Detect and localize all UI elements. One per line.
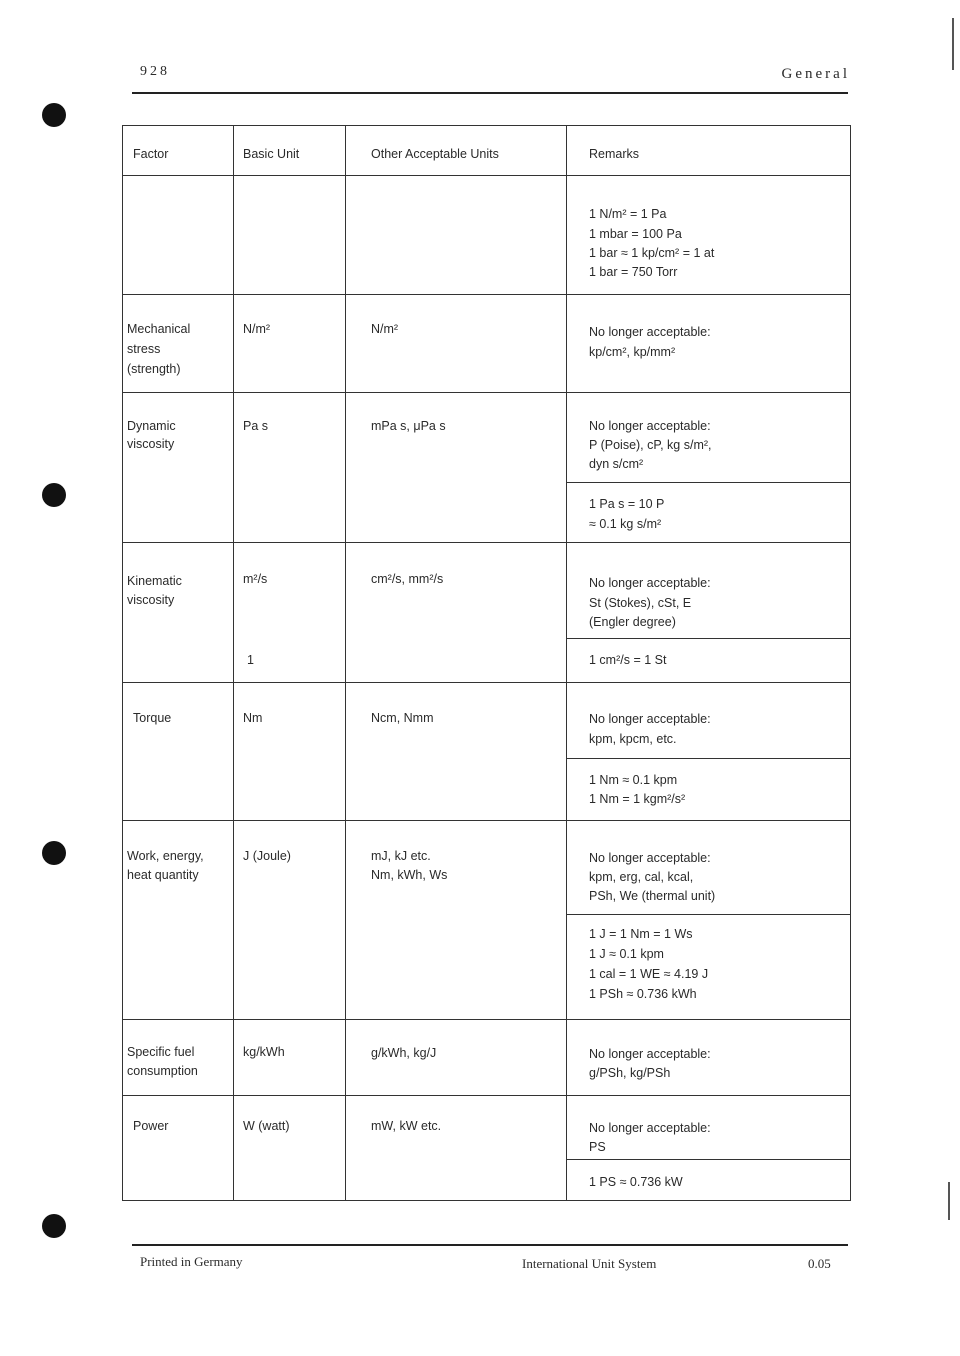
- basic-unit: N/m²: [243, 322, 271, 336]
- remarks-line: No longer acceptable:: [589, 1047, 711, 1061]
- remarks-divider: [566, 758, 850, 759]
- margin-mark: [948, 1182, 950, 1220]
- remarks-line: 1 PS ≈ 0.736 kW: [589, 1175, 683, 1189]
- remarks-line: 1 J = 1 Nm = 1 Ws: [589, 927, 693, 941]
- binder-hole: [42, 841, 66, 865]
- remarks-line: 1 bar ≈ 1 kp/cm² = 1 at: [589, 246, 715, 260]
- remarks-line: St (Stokes), cSt, E: [589, 596, 692, 610]
- factor-line: consumption: [127, 1064, 198, 1078]
- basic-unit: kg/kWh: [243, 1045, 285, 1059]
- remarks-line: 1 bar = 750 Torr: [589, 265, 678, 279]
- binder-hole: [42, 103, 66, 127]
- remarks-line: 1 PSh ≈ 0.736 kWh: [589, 987, 697, 1001]
- remarks-line: 1 mbar = 100 Pa: [589, 227, 682, 241]
- header-factor: Factor: [133, 147, 169, 161]
- row-divider: [123, 1095, 850, 1096]
- units-table: [122, 125, 851, 1201]
- section-title: General: [781, 66, 850, 82]
- factor-line: Work, energy,: [127, 849, 204, 863]
- factor-line: Mechanical: [127, 322, 191, 336]
- remarks-line: g/PSh, kg/PSh: [589, 1066, 671, 1080]
- basic-unit-note: 1: [247, 653, 254, 667]
- page-number: 928: [140, 64, 170, 79]
- basic-unit: W (watt): [243, 1119, 290, 1133]
- remarks-line: (Engler degree): [589, 615, 676, 629]
- footer-rule: [132, 1244, 848, 1246]
- row-divider: [123, 392, 850, 393]
- factor-line: heat quantity: [127, 868, 199, 882]
- remarks-line: No longer acceptable:: [589, 1121, 711, 1135]
- other-units: cm²/s, mm²/s: [371, 572, 444, 586]
- remarks-line: 1 J ≈ 0.1 kpm: [589, 947, 664, 961]
- remarks-line: No longer acceptable:: [589, 419, 711, 433]
- remarks-line: 1 Nm = 1 kgm²/s²: [589, 792, 686, 806]
- row-divider: [123, 542, 850, 543]
- remarks-line: PSh, We (thermal unit): [589, 889, 716, 903]
- row-divider: [123, 175, 850, 176]
- factor-line: stress: [127, 342, 161, 356]
- remarks-divider: [566, 914, 850, 915]
- remarks-line: 1 cal = 1 WE ≈ 4.19 J: [589, 967, 709, 981]
- basic-unit: J (Joule): [243, 849, 291, 863]
- other-units: mW, kW etc.: [371, 1119, 442, 1133]
- remarks-line: 1 cm²/s = 1 St: [589, 653, 667, 667]
- remarks-line: 1 Nm ≈ 0.1 kpm: [589, 773, 678, 787]
- binder-hole: [42, 483, 66, 507]
- factor-line: Dynamic: [127, 419, 176, 433]
- factor-line: (strength): [127, 362, 181, 376]
- other-units: mPa s, μPa s: [371, 419, 446, 433]
- remarks-line: No longer acceptable:: [589, 576, 711, 590]
- row-divider: [123, 1019, 850, 1020]
- remarks-divider: [566, 1159, 850, 1160]
- remarks-line: kpm, erg, cal, kcal,: [589, 870, 694, 884]
- printed-note: Printed in Germany: [140, 1254, 243, 1269]
- remarks-divider: [566, 638, 850, 639]
- remarks-line: ≈ 0.1 kg s/m²: [589, 517, 662, 531]
- basic-unit: m²/s: [243, 572, 268, 586]
- other-units: N/m²: [371, 322, 399, 336]
- remarks-line: No longer acceptable:: [589, 712, 711, 726]
- header-rule: [132, 92, 848, 94]
- header-remarks: Remarks: [589, 147, 640, 161]
- factor-line: viscosity: [127, 593, 175, 607]
- row-divider: [123, 294, 850, 295]
- remarks-line: P (Poise), cP, kg s/m²,: [589, 438, 712, 452]
- other-units: g/kWh, kg/J: [371, 1046, 437, 1060]
- remarks-line: kpm, kpcm, etc.: [589, 732, 677, 746]
- margin-mark: [952, 18, 954, 70]
- factor-line: Torque: [133, 711, 172, 725]
- other-units: Nm, kWh, Ws: [371, 868, 448, 882]
- column-divider: [233, 126, 234, 1200]
- remarks-line: dyn s/cm²: [589, 457, 644, 471]
- factor-line: Kinematic: [127, 574, 182, 588]
- basic-unit: Pa s: [243, 419, 269, 433]
- remarks-divider: [566, 482, 850, 483]
- remarks-line: No longer acceptable:: [589, 851, 711, 865]
- other-units: mJ, kJ etc.: [371, 849, 431, 863]
- row-divider: [123, 682, 850, 683]
- factor-line: Power: [133, 1119, 169, 1133]
- footer-title: International Unit System: [522, 1256, 657, 1271]
- column-divider: [566, 126, 567, 1200]
- column-divider: [345, 126, 346, 1200]
- remarks-line: 1 Pa s = 10 P: [589, 497, 665, 511]
- other-units: Ncm, Nmm: [371, 711, 434, 725]
- basic-unit: Nm: [243, 711, 263, 725]
- remarks-line: No longer acceptable:: [589, 325, 711, 339]
- remarks-line: kp/cm², kp/mm²: [589, 345, 676, 359]
- binder-hole: [42, 1214, 66, 1238]
- header-basic-unit: Basic Unit: [243, 147, 300, 161]
- factor-line: viscosity: [127, 437, 175, 451]
- row-divider: [123, 820, 850, 821]
- remarks-line: PS: [589, 1140, 606, 1154]
- factor-line: Specific fuel: [127, 1045, 195, 1059]
- page-code: 0.05: [808, 1256, 831, 1271]
- header-other-units: Other Acceptable Units: [371, 147, 499, 161]
- remarks-line: 1 N/m² = 1 Pa: [589, 207, 667, 221]
